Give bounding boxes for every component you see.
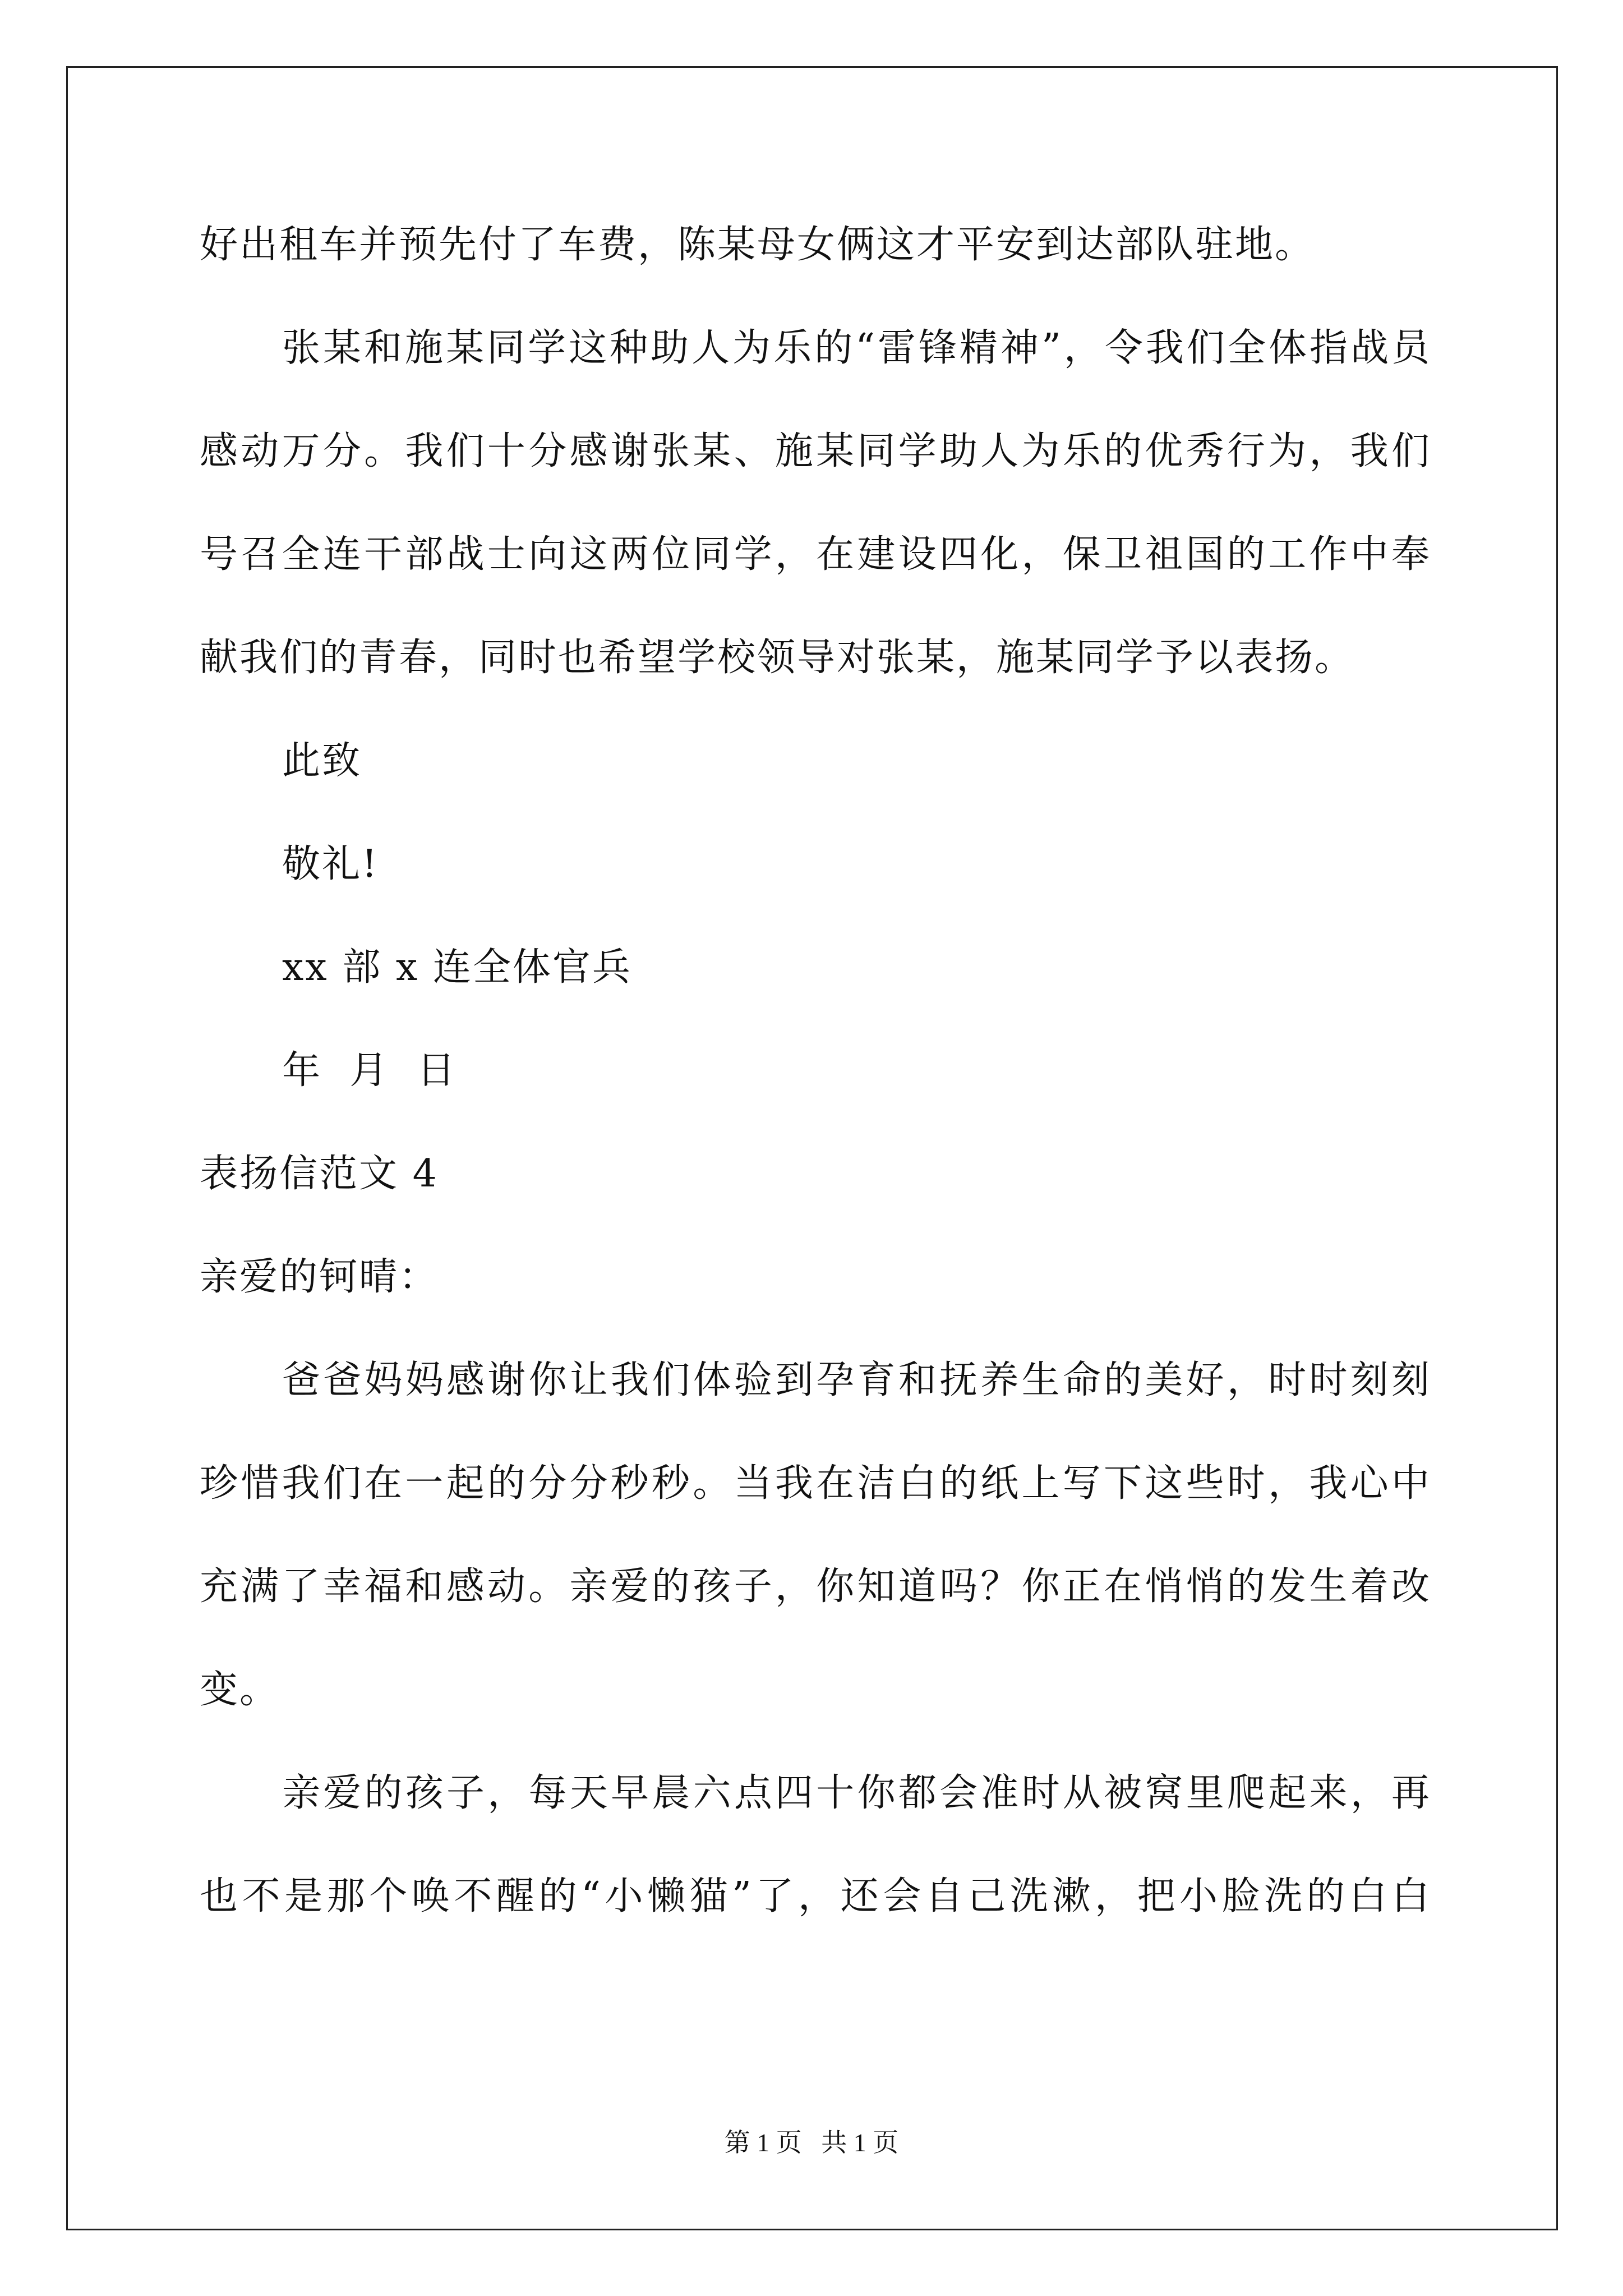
text-line-16: 亲爱的孩子，每天早晨六点四十你都会准时从被窝里爬起来，再 <box>282 1771 1431 1815</box>
closing-regards: 敬礼! <box>282 842 379 886</box>
text-line-5: 献我们的青春，同时也希望学校领导对张某，施某同学予以表扬。 <box>200 636 1355 680</box>
text-line-12: 爸爸妈妈感谢你让我们体验到孕育和抚养生命的美好，时时刻刻 <box>282 1358 1431 1402</box>
text-line-1: 好出租车并预先付了车费，陈某母女俩这才平安到达部队驻地。 <box>200 223 1315 267</box>
signature: xx 部 x 连全体官兵 <box>282 945 632 990</box>
section-heading: 表扬信范文 4 <box>200 1152 439 1196</box>
greeting: 亲爱的钶晴： <box>200 1255 439 1299</box>
text-line-14: 充满了幸福和感动。亲爱的孩子，你知道吗？你正在悄悄的发生着改 <box>200 1565 1431 1609</box>
text-line-4: 号召全连干部战士向这两位同学，在建设四化，保卫祖国的工作中奉 <box>200 532 1431 577</box>
closing-salutation: 此致 <box>282 739 362 783</box>
page-number-footer: 第 1 页 共 1 页 <box>724 2128 899 2157</box>
text-line-17: 也不是那个唤不醒的“小懒猫”了，还会自己洗漱，把小脸洗的白白 <box>200 1874 1431 1918</box>
text-line-13: 珍惜我们在一起的分分秒秒。当我在洁白的纸上写下这些时，我心中 <box>200 1461 1431 1506</box>
text-line-15: 变。 <box>200 1668 280 1712</box>
text-line-2: 张某和施某同学这种助人为乐的“雷锋精神”，令我们全体指战员 <box>282 326 1431 370</box>
date-line: 年 月 日 <box>282 1048 457 1093</box>
text-line-3: 感动万分。我们十分感谢张某、施某同学助人为乐的优秀行为，我们 <box>200 429 1431 473</box>
